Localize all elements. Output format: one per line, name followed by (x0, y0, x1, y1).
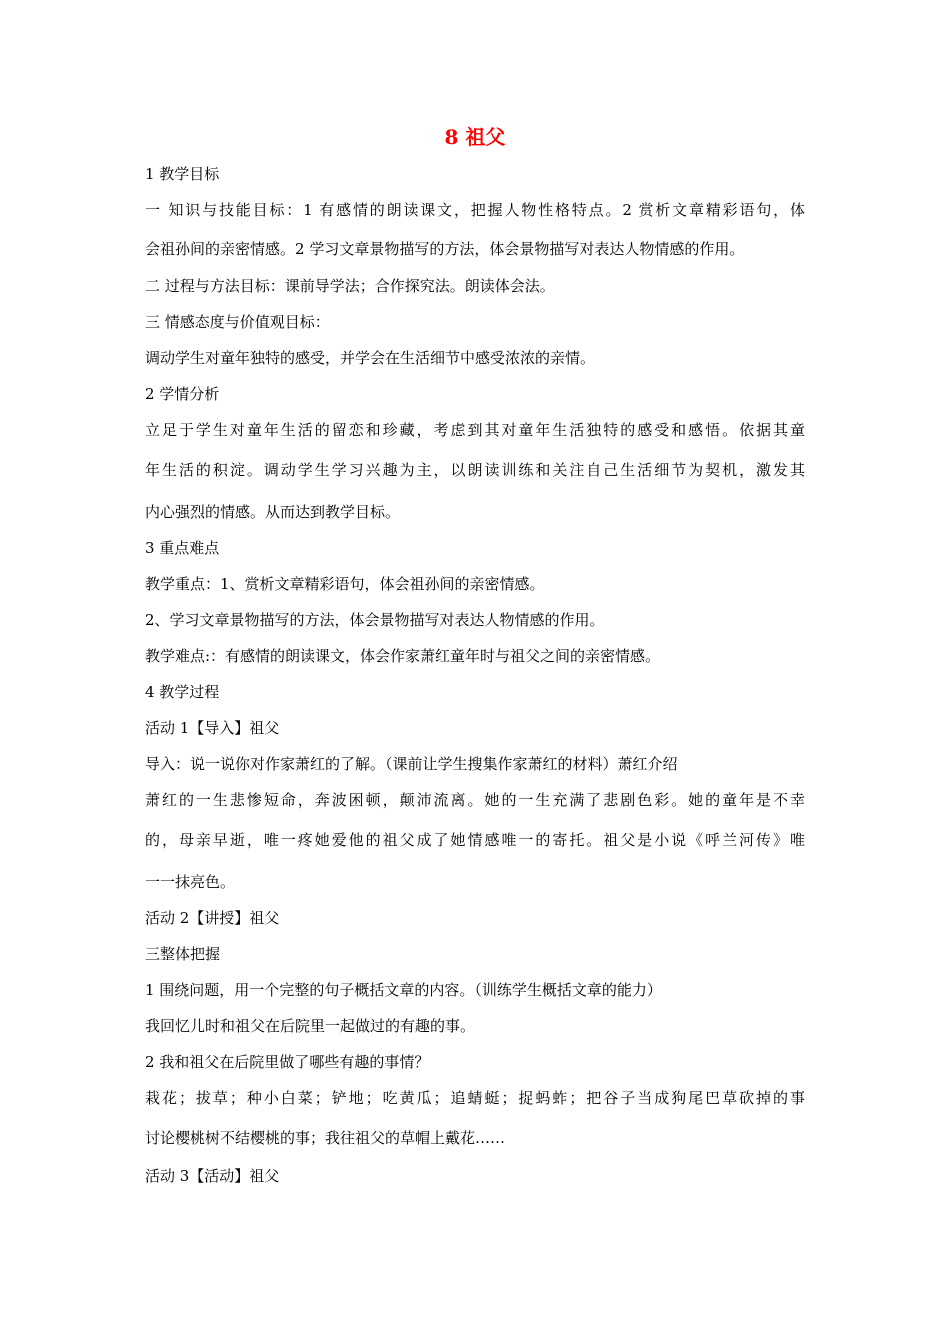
paragraph-line: 二 过程与方法目标：课前导学法；合作探究法。朗读体会法。 (145, 277, 555, 295)
paragraph-line: 2 我和祖父在后院里做了哪些有趣的事情？ (145, 1053, 430, 1071)
section-heading-process: 4 教学过程 (145, 683, 220, 701)
paragraph-line: 栽花；拔草；种小白菜；铲地；吃黄瓜；追蜻蜓；捉蚂蚱；把谷子当成狗尾巴草砍掉的事 (145, 1089, 805, 1107)
paragraph-line: 内心强烈的情感。从而达到教学目标。 (145, 503, 401, 521)
paragraph-line: 教学重点：1、赏析文章精彩语句，体会祖孙间的亲密情感。 (145, 575, 545, 593)
paragraph-line: 1 围绕问题，用一个完整的句子概括文章的内容。（训练学生概括文章的能力） (145, 981, 662, 999)
paragraph-line: 讨论樱桃树不结樱桃的事；我往祖父的草帽上戴花…… (145, 1129, 506, 1147)
paragraph-line: 萧红的一生悲惨短命，奔波困顿，颠沛流离。她的一生充满了悲剧色彩。她的童年是不幸 (145, 791, 805, 809)
paragraph-line: 调动学生对童年独特的感受，并学会在生活细节中感受浓浓的亲情。 (145, 349, 596, 367)
activity-heading: 活动 2【讲授】祖父 (145, 909, 280, 927)
paragraph-line: 2、学习文章景物描写的方法，体会景物描写对表达人物情感的作用。 (145, 611, 605, 629)
activity-heading: 活动 1【导入】祖父 (145, 719, 280, 737)
paragraph-line: 我回忆儿时和祖父在后院里一起做过的有趣的事。 (145, 1017, 476, 1035)
paragraph-line: 年生活的积淀。调动学生学习兴趣为主，以朗读训练和关注自己生活细节为契机，激发其 (145, 461, 805, 479)
paragraph-line: 教学难点:：有感情的朗读课文，体会作家萧红童年时与祖父之间的亲密情感。 (145, 647, 661, 665)
section-heading-objectives: 1 教学目标 (145, 165, 220, 183)
paragraph-line: 的，母亲早逝，唯一疼她爱他的祖父成了她情感唯一的寄托。祖父是小说《呼兰河传》唯 (145, 831, 805, 849)
paragraph-line: 一一抹亮色。 (145, 873, 236, 891)
paragraph-line: 会祖孙间的亲密情感。2 学习文章景物描写的方法，体会景物描写对表达人物情感的作用。 (145, 240, 745, 258)
paragraph-line: 一 知识与技能目标：1 有感情的朗读课文，把握人物性格特点。2 赏析文章精彩语句，体 (145, 201, 805, 219)
paragraph-line: 立足于学生对童年生活的留恋和珍藏，考虑到其对童年生活独特的感受和感悟。依据其童 (145, 421, 805, 439)
activity-heading: 活动 3【活动】祖父 (145, 1167, 280, 1185)
paragraph-line: 三 情感态度与价值观目标： (145, 313, 330, 331)
paragraph-line: 导入：说一说你对作家萧红的了解。（课前让学生搜集作家萧红的材料）萧红介绍 (145, 755, 678, 773)
section-heading-key-points: 3 重点难点 (145, 539, 220, 557)
section-heading-analysis: 2 学情分析 (145, 385, 220, 403)
paragraph-line: 三整体把握 (145, 945, 221, 963)
page-title: 8 祖父 (444, 125, 506, 149)
